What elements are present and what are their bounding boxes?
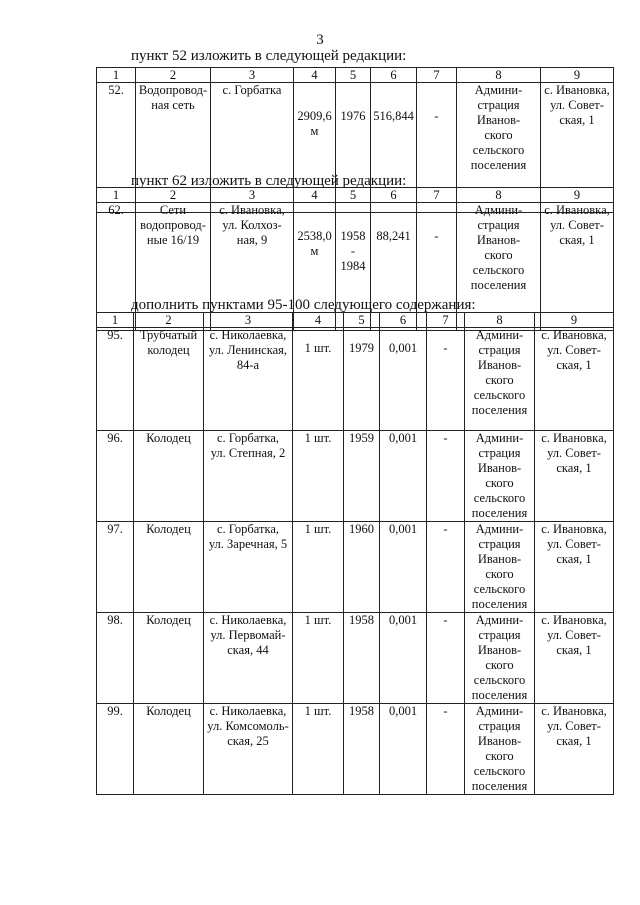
- object-name: Колодец: [134, 613, 204, 704]
- object-name: Колодец: [134, 522, 204, 613]
- caption-item-62: пункт 62 изложить в следующей редакции:: [131, 173, 407, 189]
- holder-name: Админи- страция Иванов- ского сельского поселения: [465, 328, 535, 431]
- holder-address: с. Ивановка, ул. Совет- ская, 1: [535, 328, 614, 431]
- header-row: [97, 188, 614, 203]
- header-cell: 1: [97, 313, 134, 328]
- column-7-value: -: [417, 203, 457, 331]
- object-address: с. Николаевка, ул. Первомай- ская, 44: [204, 613, 293, 704]
- object-value: 0,001: [380, 704, 427, 795]
- object-size: 1 шт.: [293, 704, 344, 795]
- object-year: 1960: [344, 522, 380, 613]
- object-year: 1958: [344, 704, 380, 795]
- table-items-95-100: [96, 312, 614, 795]
- header-cell: 6: [371, 68, 417, 83]
- header-cell: 5: [344, 313, 380, 328]
- header-cell: 9: [541, 188, 614, 203]
- object-year: 1958 - 1984: [336, 203, 371, 331]
- header-cell: 5: [336, 68, 371, 83]
- header-cell: 7: [417, 188, 457, 203]
- object-size: 1 шт.: [293, 613, 344, 704]
- header-cell: 6: [371, 188, 417, 203]
- object-year: 1976: [336, 83, 371, 213]
- item-number: 96.: [97, 431, 134, 522]
- object-size: 1 шт.: [293, 522, 344, 613]
- object-value: 0,001: [380, 431, 427, 522]
- header-cell: 5: [336, 188, 371, 203]
- header-cell: 7: [417, 68, 457, 83]
- item-number: 98.: [97, 613, 134, 704]
- header-cell: 6: [380, 313, 427, 328]
- object-address: с. Горбатка: [211, 83, 294, 213]
- object-name: Трубчатый колодец: [134, 328, 204, 431]
- holder-address: с. Ивановка, ул. Совет- ская, 1: [535, 613, 614, 704]
- header-row: [97, 68, 614, 83]
- header-cell: 3: [211, 68, 294, 83]
- header-cell: 1: [97, 188, 136, 203]
- holder-address: с. Ивановка, ул. Совет- ская, 1: [535, 704, 614, 795]
- caption-items-95-100: дополнить пунктами 95-100 следующего содержания:: [131, 297, 476, 313]
- header-cell: 2: [136, 188, 211, 203]
- object-year: 1959: [344, 431, 380, 522]
- header-cell: 1: [97, 68, 136, 83]
- item-number: 52.: [97, 83, 136, 213]
- holder-address: с. Ивановка, ул. Совет- ская, 1: [535, 431, 614, 522]
- object-address: с. Горбатка, ул. Степная, 2: [204, 431, 293, 522]
- header-cell: 8: [457, 188, 541, 203]
- page-number: 3: [316, 32, 324, 48]
- object-value: 516,844: [371, 83, 417, 213]
- table-row: [97, 431, 614, 522]
- object-address: с. Горбатка, ул. Заречная, 5: [204, 522, 293, 613]
- holder-name: Админи- страция Иванов- ского сельского поселения: [465, 704, 535, 795]
- object-value: 88,241: [371, 203, 417, 331]
- header-cell: 9: [541, 68, 614, 83]
- object-value: 0,001: [380, 328, 427, 431]
- object-size: 2909,6 м: [294, 83, 336, 213]
- object-year: 1958: [344, 613, 380, 704]
- header-cell: 3: [204, 313, 293, 328]
- object-size: 2538,0 м: [294, 203, 336, 331]
- object-value: 0,001: [380, 522, 427, 613]
- holder-address: с. Ивановка, ул. Совет- ская, 1: [535, 522, 614, 613]
- header-cell: 7: [427, 313, 465, 328]
- header-row: [97, 313, 614, 328]
- object-name: Сети водопровод- ные 16/19: [136, 203, 211, 331]
- header-cell: 4: [294, 68, 336, 83]
- object-address: с. Николаевка, ул. Ленинская, 84-а: [204, 328, 293, 431]
- holder-name: Админи- страция Иванов- ского сельского поселения: [457, 83, 541, 213]
- column-7-value: -: [427, 522, 465, 613]
- holder-name: Админи- страция Иванов- ского сельского поселения: [457, 203, 541, 331]
- object-value: 0,001: [380, 613, 427, 704]
- object-name: Колодец: [134, 704, 204, 795]
- holder-name: Админи- страция Иванов- ского сельского поселения: [465, 613, 535, 704]
- column-7-value: -: [417, 83, 457, 213]
- object-size: 1 шт.: [293, 431, 344, 522]
- table-row: [97, 328, 614, 431]
- item-number: 95.: [97, 328, 134, 431]
- table-row: [97, 704, 614, 795]
- object-size: 1 шт.: [293, 328, 344, 431]
- item-number: 62.: [97, 203, 136, 331]
- holder-name: Админи- страция Иванов- ского сельского поселения: [465, 431, 535, 522]
- header-cell: 8: [457, 68, 541, 83]
- header-cell: 9: [535, 313, 614, 328]
- item-number: 99.: [97, 704, 134, 795]
- holder-address: с. Ивановка, ул. Совет- ская, 1: [541, 83, 614, 213]
- object-year: 1979: [344, 328, 380, 431]
- object-name: Колодец: [134, 431, 204, 522]
- header-cell: 2: [134, 313, 204, 328]
- header-cell: 4: [294, 188, 336, 203]
- header-cell: 4: [293, 313, 344, 328]
- header-cell: 2: [136, 68, 211, 83]
- table-row: [97, 522, 614, 613]
- column-7-value: -: [427, 704, 465, 795]
- holder-name: Админи- страция Иванов- ского сельского поселения: [465, 522, 535, 613]
- column-7-value: -: [427, 613, 465, 704]
- object-address: с. Ивановка, ул. Колхоз- ная, 9: [211, 203, 294, 331]
- item-number: 97.: [97, 522, 134, 613]
- table-row: [97, 613, 614, 704]
- column-7-value: -: [427, 328, 465, 431]
- holder-address: с. Ивановка, ул. Совет- ская, 1: [541, 203, 614, 331]
- column-7-value: -: [427, 431, 465, 522]
- header-cell: 8: [465, 313, 535, 328]
- object-name: Водопровод- ная сеть: [136, 83, 211, 213]
- object-address: с. Николаевка, ул. Комсомоль- ская, 25: [204, 704, 293, 795]
- caption-item-52: пункт 52 изложить в следующей редакции:: [131, 48, 407, 64]
- header-cell: 3: [211, 188, 294, 203]
